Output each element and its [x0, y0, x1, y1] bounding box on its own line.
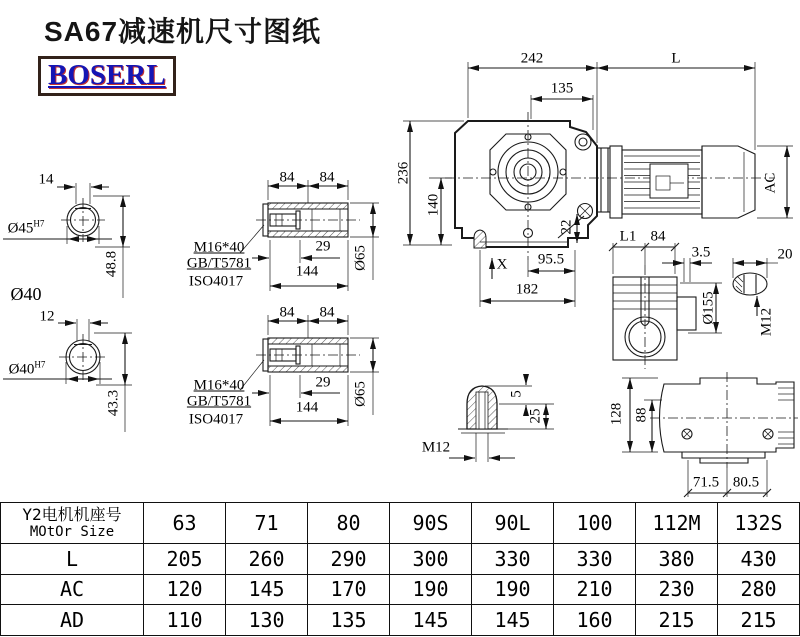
row-label: AD	[1, 604, 144, 635]
table-cell: 290	[308, 544, 390, 574]
dim-total-144-top: 144	[295, 263, 319, 280]
dim-84-side: 84	[650, 228, 666, 245]
table-cell: 110	[144, 604, 226, 635]
dim-total-144-bottom: 144	[295, 399, 319, 416]
table-cell: 145	[390, 604, 472, 635]
view-output-bore-top	[3, 183, 130, 298]
col-header: 63	[144, 503, 226, 544]
row-label: L	[1, 544, 144, 574]
dim-AC: AC	[762, 172, 779, 194]
dim-bore-40h7: $Ø40^{H7}$	[8, 359, 46, 378]
dim-dia-65-bottom: Ø65	[352, 381, 369, 407]
dim-242: 242	[520, 50, 544, 67]
boserl-logo-text: BOSERL	[48, 59, 166, 91]
dim-236: 236	[395, 161, 412, 185]
table-cell: 190	[390, 574, 472, 604]
dim-height-48-8: 48.8	[103, 250, 120, 278]
table-cell: 430	[718, 544, 800, 574]
table-cell: 190	[472, 574, 554, 604]
table-cell: 260	[226, 544, 308, 574]
label-std-iso-bottom: ISO4017	[188, 411, 244, 428]
dim-3-5: 3.5	[691, 244, 711, 261]
table-header-row	[1, 503, 800, 544]
dim-seg2-top: 84	[319, 169, 335, 186]
table-cell: 380	[636, 544, 718, 574]
dim-140: 140	[425, 193, 442, 217]
table-row	[1, 574, 800, 604]
dim-key-29-bottom: 29	[315, 374, 331, 391]
table-row	[1, 544, 800, 574]
table-row	[1, 604, 800, 635]
col-header: 132S	[718, 503, 800, 544]
table-cell: 205	[144, 544, 226, 574]
label-std-iso-top: ISO4017	[188, 273, 244, 290]
col-header: 100	[554, 503, 636, 544]
dim-135: 135	[550, 80, 574, 97]
label-std-gb-top: GB/T5781	[186, 255, 252, 272]
label-shaft-dia-40: Ø40	[10, 284, 42, 304]
spec-table	[0, 502, 800, 636]
table-cell: 135	[308, 604, 390, 635]
table-cell: 160	[554, 604, 636, 635]
view-side	[609, 243, 778, 369]
dim-seg1-top: 84	[279, 169, 295, 186]
view-main-assembly	[403, 62, 793, 307]
dim-80-5: 80.5	[732, 474, 760, 491]
dim-dia-155: Ø155	[700, 291, 717, 325]
dim-71-5: 71.5	[692, 474, 720, 491]
label-x-mark: X	[496, 256, 508, 273]
dim-seg1-bottom: 84	[279, 304, 295, 321]
dim-88: 88	[633, 407, 650, 423]
dim-20: 20	[777, 246, 793, 263]
table-cell: 130	[226, 604, 308, 635]
table-cell: 300	[390, 544, 472, 574]
col-header: 80	[308, 503, 390, 544]
table-cell: 215	[636, 604, 718, 635]
col-header: 71	[226, 503, 308, 544]
dim-keyway-14: 14	[38, 171, 54, 188]
col-header: 112M	[636, 503, 718, 544]
row-label: AC	[1, 574, 144, 604]
dim-L1: L1	[619, 228, 637, 245]
dim-25: 25	[527, 408, 544, 424]
table-cell: 120	[144, 574, 226, 604]
dim-keyway-12: 12	[39, 308, 55, 325]
dim-5: 5	[508, 390, 525, 398]
table-cell: 280	[718, 574, 800, 604]
dim-height-43-3: 43.3	[105, 389, 122, 417]
dim-128: 128	[608, 402, 625, 426]
dim-182: 182	[515, 281, 539, 298]
dim-seg2-bottom: 84	[319, 304, 335, 321]
label-bolt-top: M16*40	[193, 239, 245, 256]
table-cell: 145	[226, 574, 308, 604]
table-cell: 145	[472, 604, 554, 635]
table-cell: 215	[718, 604, 800, 635]
dim-dia-65-top: Ø65	[352, 245, 369, 271]
label-bolt-bottom: M16*40	[193, 377, 245, 394]
col-header: 90S	[390, 503, 472, 544]
dim-m12-plug: M12	[421, 439, 451, 456]
motor-size-header: Y2电机机座号 MOtOr Size	[1, 503, 144, 544]
dim-bore-45h7: $Ø45^{H7}$	[7, 218, 45, 237]
col-header: 90L	[472, 503, 554, 544]
table-cell: 330	[554, 544, 636, 574]
table-cell: 330	[472, 544, 554, 574]
table-cell: 230	[636, 574, 718, 604]
dim-m12-side: M12	[758, 307, 775, 337]
page-title: SA67减速机尺寸图纸	[44, 16, 322, 47]
dim-key-29-top: 29	[315, 238, 331, 255]
dim-95-5: 95.5	[537, 251, 565, 268]
dim-L: L	[671, 50, 681, 67]
table-cell: 210	[554, 574, 636, 604]
input-shaft-ribs	[778, 388, 794, 444]
label-std-gb-bottom: GB/T5781	[186, 393, 252, 410]
table-cell: 170	[308, 574, 390, 604]
dim-22: 22	[558, 219, 575, 235]
